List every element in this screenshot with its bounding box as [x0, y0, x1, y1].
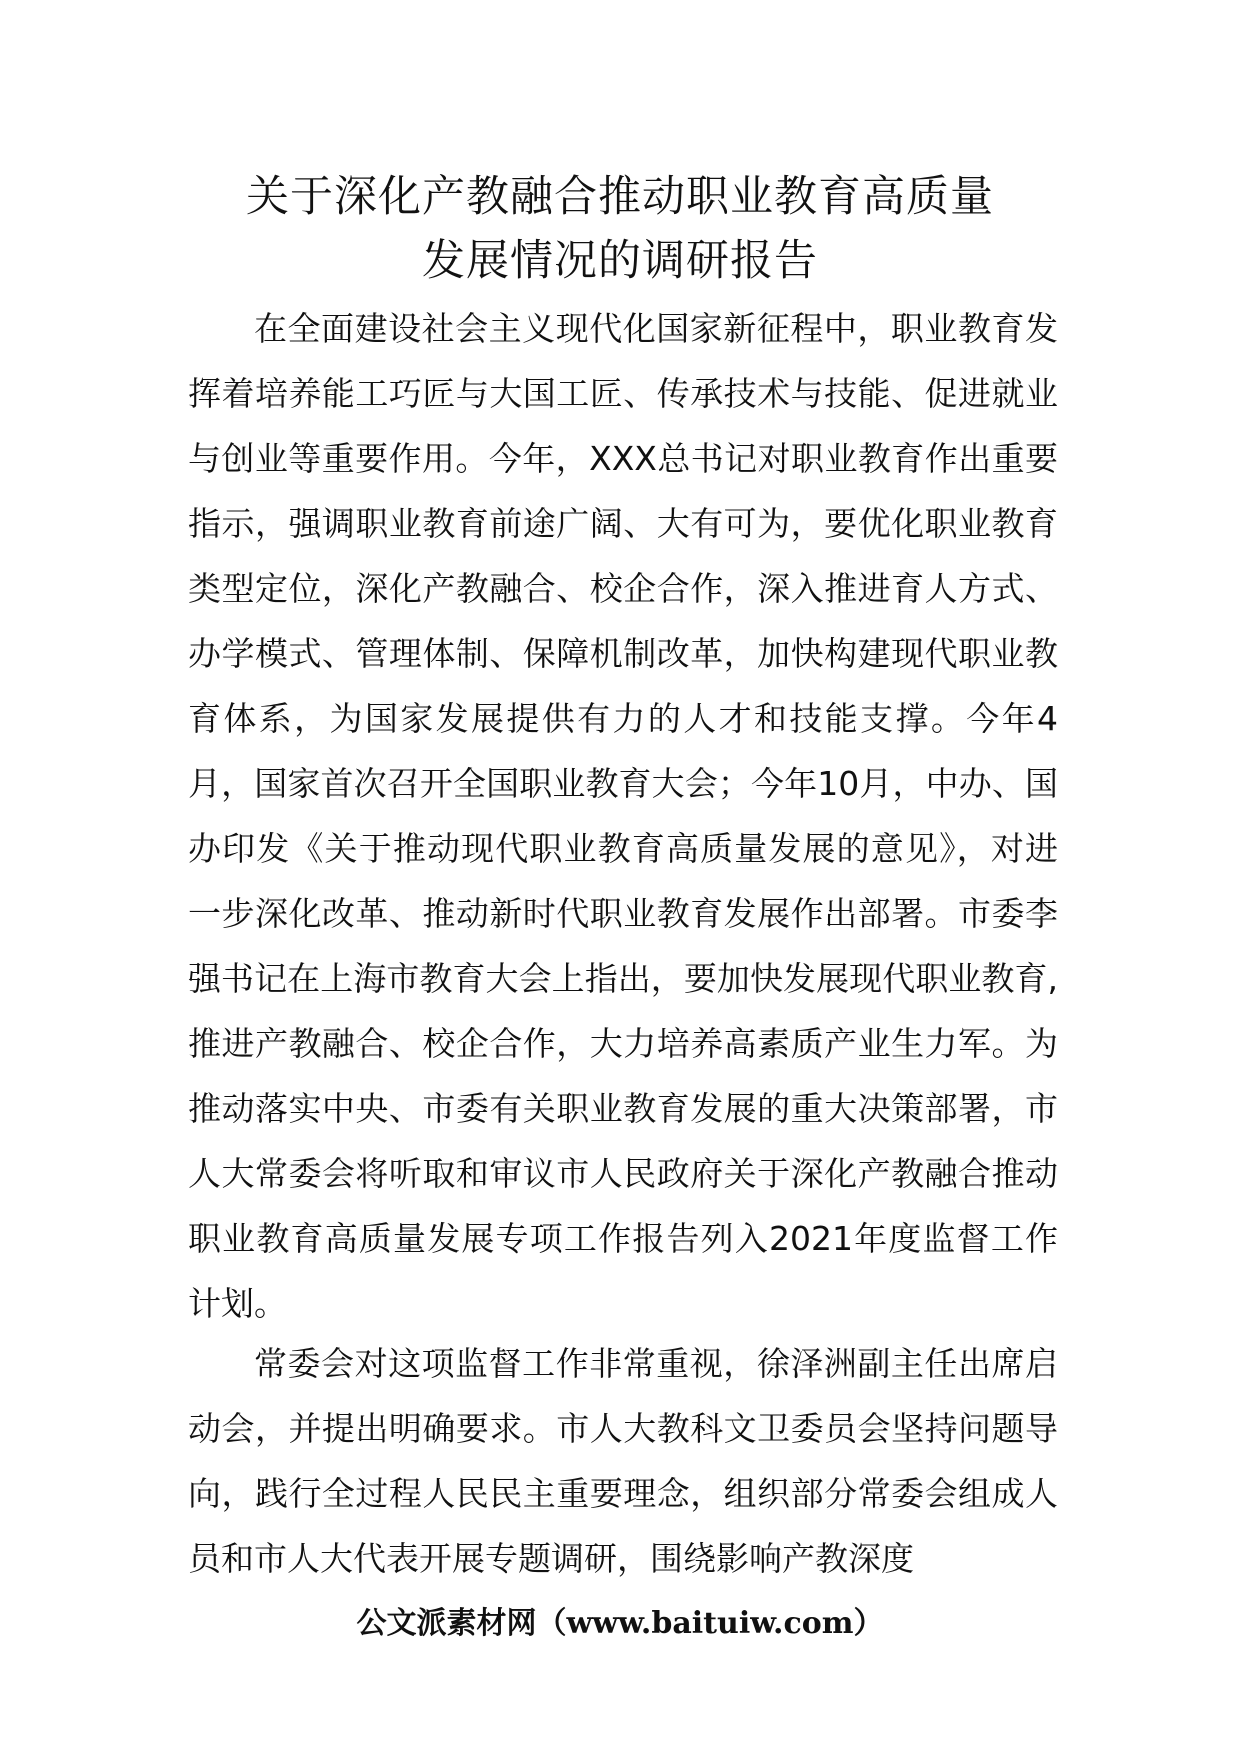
footer-watermark: 公文派素材网（www.baituiw.com） [356, 1606, 884, 1641]
document-title-line-2: 发展情况的调研报告 [422, 236, 818, 286]
body-paragraph-2: 常委会对这项监督工作非常重视，徐泽洲副主任出席启动会，并提出明确要求。市人大教科文卫委员会坚持问题导向，践行全过程人民民主重要理念，组织部分常委会组成人员和市人大代表开展专题调研，围绕影响产教深度 [188, 1344, 1058, 1578]
body-paragraph-1: 在全面建设社会主义现代化国家新征程中，职业教育发挥着培养能工巧匠与大国工匠、传承技术与技能、促进就业与创业等重要作用。今年，XXX总书记对职业教育作出重要指示，强调职业教育前途广阔、大有可为，要优化职业教育类型定位，深化产教融合、校企合作，深入推进育人方式、办学模式、管理体制、保障机制改革，加快构建现代职业教育体系，为国家发展提供有力的人才和技能支撑。今年4月，国家首次召开全国职业教育大会；今年10月，中办、国办印发《关于推动现代职业教育高质量发展的意见》，对进一步深化改革、推动新时代职业教育发展作出部署。市委李强书记在上海市教育大会上指出，要加快发展现代职业教育,推进产教融合、校企合作，大力培养高素质产业生力军。为推动落实中央、市委有关职业教育发展的重大决策部署，市人大常委会将听取和审议市人民政府关于深化产教融合推动职业教育高质量发展专项工作报告列入2021年度监督工作计划。 [188, 309, 1058, 1323]
document-title-line-1: 关于深化产教融合推动职业教育高质量 [246, 172, 994, 222]
